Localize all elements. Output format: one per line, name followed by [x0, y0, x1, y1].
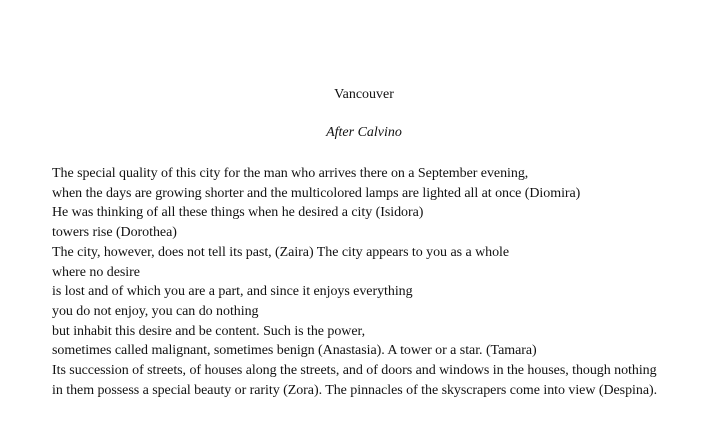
poem-body: [52, 164, 720, 400]
poem-line: He was thinking of all these things when he desired a city (Isidora): [52, 205, 424, 221]
poem-line: is lost and of which you are a part, and since it enjoys everything: [52, 284, 413, 300]
poem-line: The city, however, does not tell its past, (Zaira) The city appears to you as a whole: [52, 244, 510, 260]
poem-line: The special quality of this city for the man who arrives there on a September evening,: [52, 166, 529, 181]
poem-line: where no desire: [52, 264, 140, 280]
poem-title: Vancouver: [334, 87, 394, 102]
poem-line: Its succession of streets, of houses along the streets, and of doors and windows in the houses, though nothing: [52, 363, 657, 379]
poem-line: sometimes called malignant, sometimes benign (Anastasia). A tower or a star. (Tamara): [52, 343, 537, 359]
poem-line: but inhabit this desire and be content. Such is the power,: [52, 323, 366, 339]
poem-line: when the days are growing shorter and the multicolored lamps are lighted all at once (Diomira): [52, 185, 581, 201]
poem-line: towers rise (Dorothea): [52, 225, 177, 241]
poem-subtitle: After Calvino: [326, 125, 402, 140]
poem-line: you do not enjoy, you can do nothing: [52, 303, 259, 319]
poem-line: in them possess a special beauty or rarity (Zora). The pinnacles of the skyscrapers come into view (Despina).: [52, 382, 658, 398]
